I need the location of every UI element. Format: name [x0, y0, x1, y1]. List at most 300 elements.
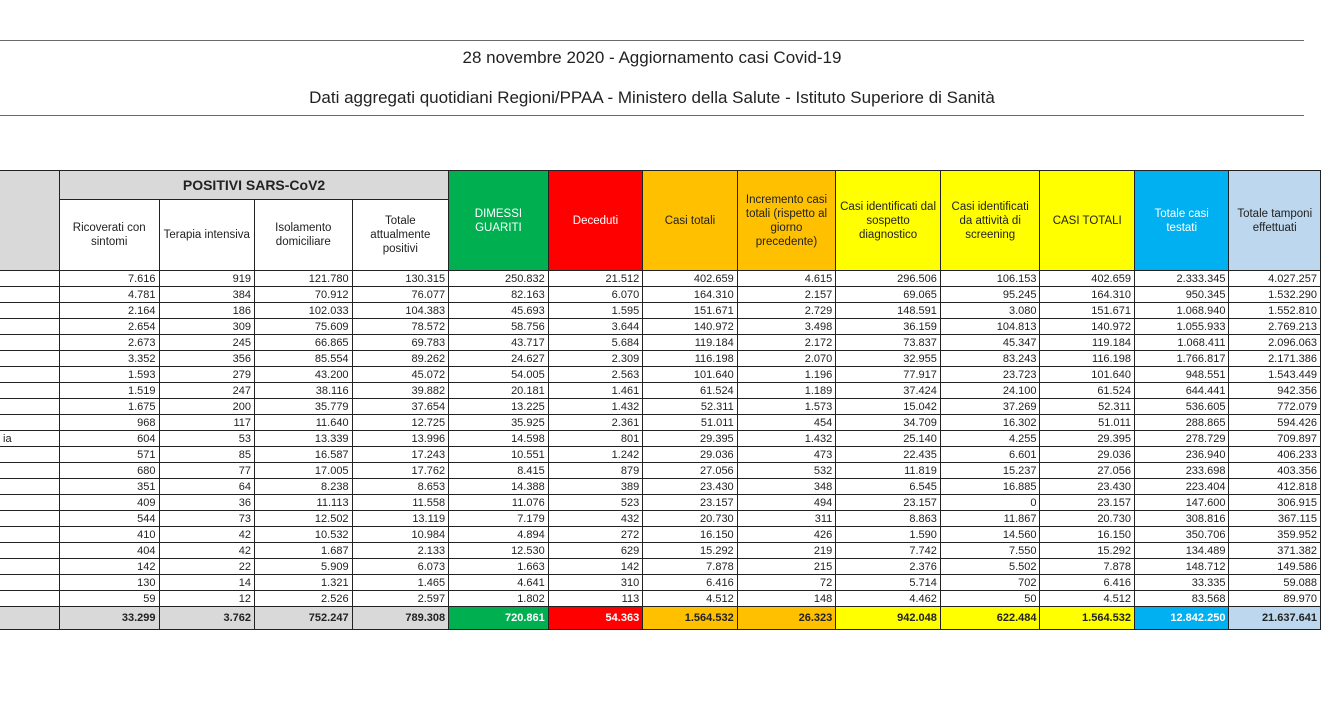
- col-header-ricoverati: Ricoverati con sintomi: [59, 200, 159, 271]
- cell-deceduti: 310: [548, 575, 642, 591]
- cell-terapia-intensiva: 245: [159, 335, 255, 351]
- table-row: [0, 399, 1321, 415]
- cell-dimessi-guariti: 12.530: [449, 543, 549, 559]
- total-isolamento: 752.247: [255, 607, 353, 630]
- table-row: [0, 559, 1321, 575]
- cell-deceduti: 523: [548, 495, 642, 511]
- table-row: [0, 431, 1321, 447]
- cell-screening: 16.885: [940, 479, 1040, 495]
- cell-tamponi: 2.096.063: [1229, 335, 1321, 351]
- cell-terapia-intensiva: 247: [159, 383, 255, 399]
- cell-terapia-intensiva: 309: [159, 319, 255, 335]
- cell-casi-totali-upper: 119.184: [1040, 335, 1134, 351]
- cell-incremento: 148: [737, 591, 836, 607]
- cell-casi-testati: 1.055.933: [1134, 319, 1228, 335]
- total-deceduti: 54.363: [548, 607, 642, 630]
- region-cell: [0, 335, 59, 351]
- region-cell: [0, 591, 59, 607]
- col-header-casi-totali: Casi totali: [643, 171, 737, 271]
- cell-casi-totali: 29.395: [643, 431, 737, 447]
- cell-isolamento: 16.587: [255, 447, 353, 463]
- cell-screening: 4.255: [940, 431, 1040, 447]
- region-cell: [0, 303, 59, 319]
- covid-cases-table: [0, 170, 1321, 630]
- table-row: [0, 335, 1321, 351]
- cell-casi-totali-upper: 23.157: [1040, 495, 1134, 511]
- cell-isolamento: 11.640: [255, 415, 353, 431]
- total-screening: 622.484: [940, 607, 1040, 630]
- region-cell: [0, 527, 59, 543]
- cell-casi-totali-upper: 15.292: [1040, 543, 1134, 559]
- cell-sospetto-diagnostico: 22.435: [836, 447, 941, 463]
- cell-tamponi: 59.088: [1229, 575, 1321, 591]
- cell-casi-totali: 20.730: [643, 511, 737, 527]
- cell-incremento: 72: [737, 575, 836, 591]
- cell-ricoverati: 1.593: [59, 367, 159, 383]
- cell-totale-positivi: 11.558: [352, 495, 449, 511]
- cell-casi-totali: 52.311: [643, 399, 737, 415]
- table-row: [0, 511, 1321, 527]
- cell-screening: 104.813: [940, 319, 1040, 335]
- cell-casi-totali: 116.198: [643, 351, 737, 367]
- cell-dimessi-guariti: 13.225: [449, 399, 549, 415]
- cell-terapia-intensiva: 42: [159, 527, 255, 543]
- cell-deceduti: 2.361: [548, 415, 642, 431]
- cell-casi-testati: 147.600: [1134, 495, 1228, 511]
- cell-casi-testati: 950.345: [1134, 287, 1228, 303]
- cell-screening: 24.100: [940, 383, 1040, 399]
- cell-casi-totali: 29.036: [643, 447, 737, 463]
- cell-casi-testati: 1.068.940: [1134, 303, 1228, 319]
- col-header-casi-testati: Totale casi testati: [1134, 171, 1228, 271]
- cell-deceduti: 21.512: [548, 271, 642, 287]
- page-title: 28 novembre 2020 - Aggiornamento casi Covid-19: [462, 48, 842, 67]
- cell-incremento: 1.432: [737, 431, 836, 447]
- cell-casi-totali-upper: 116.198: [1040, 351, 1134, 367]
- cell-tamponi: 1.552.810: [1229, 303, 1321, 319]
- table-row: [0, 287, 1321, 303]
- table-row: [0, 479, 1321, 495]
- table-row: [0, 527, 1321, 543]
- cell-sospetto-diagnostico: 23.157: [836, 495, 941, 511]
- cell-tamponi: 2.769.213: [1229, 319, 1321, 335]
- cell-isolamento: 10.532: [255, 527, 353, 543]
- cell-sospetto-diagnostico: 69.065: [836, 287, 941, 303]
- cell-ricoverati: 968: [59, 415, 159, 431]
- cell-dimessi-guariti: 7.179: [449, 511, 549, 527]
- cell-ricoverati: 2.654: [59, 319, 159, 335]
- cell-screening: 95.245: [940, 287, 1040, 303]
- cell-screening: 16.302: [940, 415, 1040, 431]
- cell-terapia-intensiva: 919: [159, 271, 255, 287]
- cell-dimessi-guariti: 11.076: [449, 495, 549, 511]
- cell-casi-totali-upper: 6.416: [1040, 575, 1134, 591]
- cell-screening: 37.269: [940, 399, 1040, 415]
- col-header-dimessi-guariti: DIMESSI GUARITI: [449, 171, 549, 271]
- cell-tamponi: 1.532.290: [1229, 287, 1321, 303]
- cell-sospetto-diagnostico: 4.462: [836, 591, 941, 607]
- cell-deceduti: 389: [548, 479, 642, 495]
- region-cell: [0, 399, 59, 415]
- cell-isolamento: 121.780: [255, 271, 353, 287]
- cell-sospetto-diagnostico: 148.591: [836, 303, 941, 319]
- region-cell: [0, 543, 59, 559]
- table-row: [0, 543, 1321, 559]
- bottom-rule: [0, 115, 1304, 116]
- cell-dimessi-guariti: 35.925: [449, 415, 549, 431]
- cell-dimessi-guariti: 20.181: [449, 383, 549, 399]
- total-ricoverati: 33.299: [59, 607, 159, 630]
- cell-ricoverati: 4.781: [59, 287, 159, 303]
- table-row: [0, 303, 1321, 319]
- cell-sospetto-diagnostico: 36.159: [836, 319, 941, 335]
- cell-isolamento: 12.502: [255, 511, 353, 527]
- cell-isolamento: 11.113: [255, 495, 353, 511]
- total-incremento: 26.323: [737, 607, 836, 630]
- region-cell: [0, 559, 59, 575]
- cell-tamponi: 89.970: [1229, 591, 1321, 607]
- cell-casi-totali-upper: 27.056: [1040, 463, 1134, 479]
- cell-totale-positivi: 76.077: [352, 287, 449, 303]
- cell-casi-totali: 23.157: [643, 495, 737, 511]
- cell-tamponi: 359.952: [1229, 527, 1321, 543]
- cell-casi-testati: 288.865: [1134, 415, 1228, 431]
- cell-casi-totali: 61.524: [643, 383, 737, 399]
- cell-totale-positivi: 45.072: [352, 367, 449, 383]
- cell-casi-testati: 223.404: [1134, 479, 1228, 495]
- cell-sospetto-diagnostico: 77.917: [836, 367, 941, 383]
- total-totale-positivi: 789.308: [352, 607, 449, 630]
- region-cell: [0, 271, 59, 287]
- total-casi-totali-upper: 1.564.532: [1040, 607, 1134, 630]
- cell-isolamento: 35.779: [255, 399, 353, 415]
- total-casi-totali: 1.564.532: [643, 607, 737, 630]
- cell-incremento: 2.157: [737, 287, 836, 303]
- cell-tamponi: 412.818: [1229, 479, 1321, 495]
- cell-isolamento: 85.554: [255, 351, 353, 367]
- cell-sospetto-diagnostico: 2.376: [836, 559, 941, 575]
- cell-ricoverati: 1.519: [59, 383, 159, 399]
- cell-tamponi: 772.079: [1229, 399, 1321, 415]
- cell-dimessi-guariti: 14.388: [449, 479, 549, 495]
- cell-ricoverati: 59: [59, 591, 159, 607]
- total-tamponi: 21.637.641: [1229, 607, 1321, 630]
- cell-deceduti: 6.070: [548, 287, 642, 303]
- cell-casi-testati: 83.568: [1134, 591, 1228, 607]
- cell-totale-positivi: 37.654: [352, 399, 449, 415]
- cell-incremento: 473: [737, 447, 836, 463]
- cell-deceduti: 879: [548, 463, 642, 479]
- cell-deceduti: 1.461: [548, 383, 642, 399]
- cell-tamponi: 942.356: [1229, 383, 1321, 399]
- cell-casi-totali-upper: 52.311: [1040, 399, 1134, 415]
- cell-ricoverati: 409: [59, 495, 159, 511]
- cell-totale-positivi: 89.262: [352, 351, 449, 367]
- total-casi-testati: 12.842.250: [1134, 607, 1228, 630]
- cell-isolamento: 13.339: [255, 431, 353, 447]
- cell-terapia-intensiva: 22: [159, 559, 255, 575]
- cell-terapia-intensiva: 200: [159, 399, 255, 415]
- cell-deceduti: 142: [548, 559, 642, 575]
- cell-incremento: 494: [737, 495, 836, 511]
- table-row: [0, 447, 1321, 463]
- table-row: [0, 591, 1321, 607]
- cell-casi-totali: 4.512: [643, 591, 737, 607]
- cell-terapia-intensiva: 12: [159, 591, 255, 607]
- cell-screening: 15.237: [940, 463, 1040, 479]
- cell-terapia-intensiva: 14: [159, 575, 255, 591]
- region-header-cell: [0, 171, 59, 271]
- cell-casi-testati: 536.605: [1134, 399, 1228, 415]
- cell-casi-testati: 644.441: [1134, 383, 1228, 399]
- cell-sospetto-diagnostico: 1.590: [836, 527, 941, 543]
- cell-tamponi: 367.115: [1229, 511, 1321, 527]
- cell-screening: 23.723: [940, 367, 1040, 383]
- cell-ricoverati: 130: [59, 575, 159, 591]
- col-header-totale-positivi: Totale attualmente positivi: [352, 200, 449, 271]
- cell-totale-positivi: 69.783: [352, 335, 449, 351]
- cell-screening: 6.601: [940, 447, 1040, 463]
- table-row: [0, 495, 1321, 511]
- cell-dimessi-guariti: 4.641: [449, 575, 549, 591]
- cell-deceduti: 1.242: [548, 447, 642, 463]
- cell-casi-totali-upper: 4.512: [1040, 591, 1134, 607]
- cell-sospetto-diagnostico: 7.742: [836, 543, 941, 559]
- cell-casi-testati: 236.940: [1134, 447, 1228, 463]
- cell-incremento: 1.573: [737, 399, 836, 415]
- cell-screening: 50: [940, 591, 1040, 607]
- cell-incremento: 454: [737, 415, 836, 431]
- cell-casi-testati: 278.729: [1134, 431, 1228, 447]
- cell-terapia-intensiva: 279: [159, 367, 255, 383]
- cell-ricoverati: 7.616: [59, 271, 159, 287]
- table-row: [0, 271, 1321, 287]
- region-cell: [0, 575, 59, 591]
- region-cell: [0, 415, 59, 431]
- page-subtitle: Dati aggregati quotidiani Regioni/PPAA - Ministero della Salute - Istituto Superiore di Sanità: [309, 88, 995, 107]
- cell-casi-totali: 140.972: [643, 319, 737, 335]
- col-header-incremento: Incremento casi totali (rispetto al giorno precedente): [737, 171, 836, 271]
- totals-label-cell: [0, 607, 59, 630]
- cell-isolamento: 38.116: [255, 383, 353, 399]
- cell-casi-testati: 148.712: [1134, 559, 1228, 575]
- region-cell: [0, 351, 59, 367]
- cell-isolamento: 43.200: [255, 367, 353, 383]
- cell-sospetto-diagnostico: 15.042: [836, 399, 941, 415]
- cell-incremento: 1.189: [737, 383, 836, 399]
- cell-casi-totali: 6.416: [643, 575, 737, 591]
- cell-totale-positivi: 104.383: [352, 303, 449, 319]
- cell-terapia-intensiva: 73: [159, 511, 255, 527]
- top-rule: [0, 40, 1304, 41]
- cell-ricoverati: 680: [59, 463, 159, 479]
- cell-casi-totali-upper: 61.524: [1040, 383, 1134, 399]
- table-row: [0, 575, 1321, 591]
- cell-incremento: 2.729: [737, 303, 836, 319]
- cell-sospetto-diagnostico: 25.140: [836, 431, 941, 447]
- cell-casi-totali-upper: 20.730: [1040, 511, 1134, 527]
- cell-casi-totali: 164.310: [643, 287, 737, 303]
- cell-totale-positivi: 2.597: [352, 591, 449, 607]
- cell-incremento: 311: [737, 511, 836, 527]
- total-sospetto-diagnostico: 942.048: [836, 607, 941, 630]
- cell-tamponi: 371.382: [1229, 543, 1321, 559]
- cell-deceduti: 113: [548, 591, 642, 607]
- cell-casi-testati: 233.698: [1134, 463, 1228, 479]
- cell-casi-testati: 2.333.345: [1134, 271, 1228, 287]
- region-cell: ia: [0, 431, 59, 447]
- col-header-isolamento: Isolamento domiciliare: [255, 200, 353, 271]
- cell-casi-totali-upper: 29.395: [1040, 431, 1134, 447]
- cell-incremento: 219: [737, 543, 836, 559]
- cell-terapia-intensiva: 36: [159, 495, 255, 511]
- totals-row: [0, 607, 1321, 630]
- cell-screening: 106.153: [940, 271, 1040, 287]
- col-header-casi-totali-upper: CASI TOTALI: [1040, 171, 1134, 271]
- cell-terapia-intensiva: 85: [159, 447, 255, 463]
- cell-dimessi-guariti: 250.832: [449, 271, 549, 287]
- cell-incremento: 3.498: [737, 319, 836, 335]
- cell-casi-totali: 51.011: [643, 415, 737, 431]
- cell-dimessi-guariti: 43.717: [449, 335, 549, 351]
- cell-isolamento: 1.321: [255, 575, 353, 591]
- cell-screening: 5.502: [940, 559, 1040, 575]
- cell-terapia-intensiva: 64: [159, 479, 255, 495]
- cell-ricoverati: 2.164: [59, 303, 159, 319]
- table-row: [0, 319, 1321, 335]
- cell-isolamento: 5.909: [255, 559, 353, 575]
- region-cell: [0, 463, 59, 479]
- cell-casi-totali-upper: 23.430: [1040, 479, 1134, 495]
- cell-isolamento: 102.033: [255, 303, 353, 319]
- cell-casi-testati: 1.068.411: [1134, 335, 1228, 351]
- total-dimessi-guariti: 720.861: [449, 607, 549, 630]
- cell-dimessi-guariti: 24.627: [449, 351, 549, 367]
- cell-sospetto-diagnostico: 296.506: [836, 271, 941, 287]
- cell-incremento: 348: [737, 479, 836, 495]
- cell-tamponi: 306.915: [1229, 495, 1321, 511]
- cell-incremento: 2.172: [737, 335, 836, 351]
- table-row: [0, 367, 1321, 383]
- region-cell: [0, 495, 59, 511]
- cell-screening: 11.867: [940, 511, 1040, 527]
- cell-casi-totali-upper: 140.972: [1040, 319, 1134, 335]
- cell-incremento: 215: [737, 559, 836, 575]
- cell-isolamento: 75.609: [255, 319, 353, 335]
- cell-incremento: 2.070: [737, 351, 836, 367]
- cell-casi-testati: 1.766.817: [1134, 351, 1228, 367]
- table-row: [0, 415, 1321, 431]
- cell-tamponi: 709.897: [1229, 431, 1321, 447]
- cell-deceduti: 801: [548, 431, 642, 447]
- cell-casi-totali: 16.150: [643, 527, 737, 543]
- cell-terapia-intensiva: 186: [159, 303, 255, 319]
- cell-ricoverati: 410: [59, 527, 159, 543]
- cell-casi-totali: 151.671: [643, 303, 737, 319]
- cell-dimessi-guariti: 10.551: [449, 447, 549, 463]
- cell-isolamento: 8.238: [255, 479, 353, 495]
- cell-tamponi: 594.426: [1229, 415, 1321, 431]
- col-header-tamponi: Totale tamponi effettuati: [1229, 171, 1321, 271]
- cell-dimessi-guariti: 4.894: [449, 527, 549, 543]
- cell-incremento: 426: [737, 527, 836, 543]
- cell-screening: 702: [940, 575, 1040, 591]
- cell-dimessi-guariti: 45.693: [449, 303, 549, 319]
- region-cell: [0, 319, 59, 335]
- cell-ricoverati: 1.675: [59, 399, 159, 415]
- cell-terapia-intensiva: 117: [159, 415, 255, 431]
- cell-dimessi-guariti: 1.802: [449, 591, 549, 607]
- cell-totale-positivi: 13.996: [352, 431, 449, 447]
- cell-deceduti: 1.432: [548, 399, 642, 415]
- cell-isolamento: 1.687: [255, 543, 353, 559]
- col-header-sospetto-diagnostico: Casi identificati dal sospetto diagnostico: [836, 171, 941, 271]
- cell-deceduti: 432: [548, 511, 642, 527]
- cell-ricoverati: 3.352: [59, 351, 159, 367]
- cell-terapia-intensiva: 356: [159, 351, 255, 367]
- table-row: [0, 351, 1321, 367]
- cell-ricoverati: 571: [59, 447, 159, 463]
- cell-deceduti: 3.644: [548, 319, 642, 335]
- cell-sospetto-diagnostico: 37.424: [836, 383, 941, 399]
- cell-sospetto-diagnostico: 5.714: [836, 575, 941, 591]
- cell-sospetto-diagnostico: 34.709: [836, 415, 941, 431]
- positivi-group-header: POSITIVI SARS-CoV2: [59, 171, 448, 200]
- table-row: [0, 463, 1321, 479]
- cell-deceduti: 2.309: [548, 351, 642, 367]
- cell-sospetto-diagnostico: 32.955: [836, 351, 941, 367]
- cell-screening: 14.560: [940, 527, 1040, 543]
- cell-screening: 7.550: [940, 543, 1040, 559]
- total-terapia-intensiva: 3.762: [159, 607, 255, 630]
- cell-deceduti: 629: [548, 543, 642, 559]
- cell-dimessi-guariti: 58.756: [449, 319, 549, 335]
- cell-terapia-intensiva: 384: [159, 287, 255, 303]
- cell-isolamento: 2.526: [255, 591, 353, 607]
- cell-tamponi: 149.586: [1229, 559, 1321, 575]
- col-header-terapia-intensiva: Terapia intensiva: [159, 200, 255, 271]
- cell-casi-testati: 308.816: [1134, 511, 1228, 527]
- cell-casi-totali-upper: 101.640: [1040, 367, 1134, 383]
- cell-dimessi-guariti: 14.598: [449, 431, 549, 447]
- cell-ricoverati: 544: [59, 511, 159, 527]
- region-cell: [0, 479, 59, 495]
- header-row-group: [0, 171, 1321, 200]
- cell-isolamento: 17.005: [255, 463, 353, 479]
- cell-ricoverati: 2.673: [59, 335, 159, 351]
- cell-casi-totali-upper: 51.011: [1040, 415, 1134, 431]
- table-row: [0, 383, 1321, 399]
- cell-casi-totali: 402.659: [643, 271, 737, 287]
- cell-screening: 3.080: [940, 303, 1040, 319]
- cell-tamponi: 403.356: [1229, 463, 1321, 479]
- cell-totale-positivi: 13.119: [352, 511, 449, 527]
- cell-casi-testati: 948.551: [1134, 367, 1228, 383]
- col-header-deceduti: Deceduti: [548, 171, 642, 271]
- region-cell: [0, 447, 59, 463]
- cell-incremento: 532: [737, 463, 836, 479]
- cell-terapia-intensiva: 77: [159, 463, 255, 479]
- cell-casi-totali: 23.430: [643, 479, 737, 495]
- cell-dimessi-guariti: 8.415: [449, 463, 549, 479]
- cell-incremento: 4.615: [737, 271, 836, 287]
- cell-terapia-intensiva: 42: [159, 543, 255, 559]
- cell-sospetto-diagnostico: 73.837: [836, 335, 941, 351]
- cell-sospetto-diagnostico: 8.863: [836, 511, 941, 527]
- cell-casi-totali-upper: 16.150: [1040, 527, 1134, 543]
- cell-casi-totali: 27.056: [643, 463, 737, 479]
- cell-sospetto-diagnostico: 11.819: [836, 463, 941, 479]
